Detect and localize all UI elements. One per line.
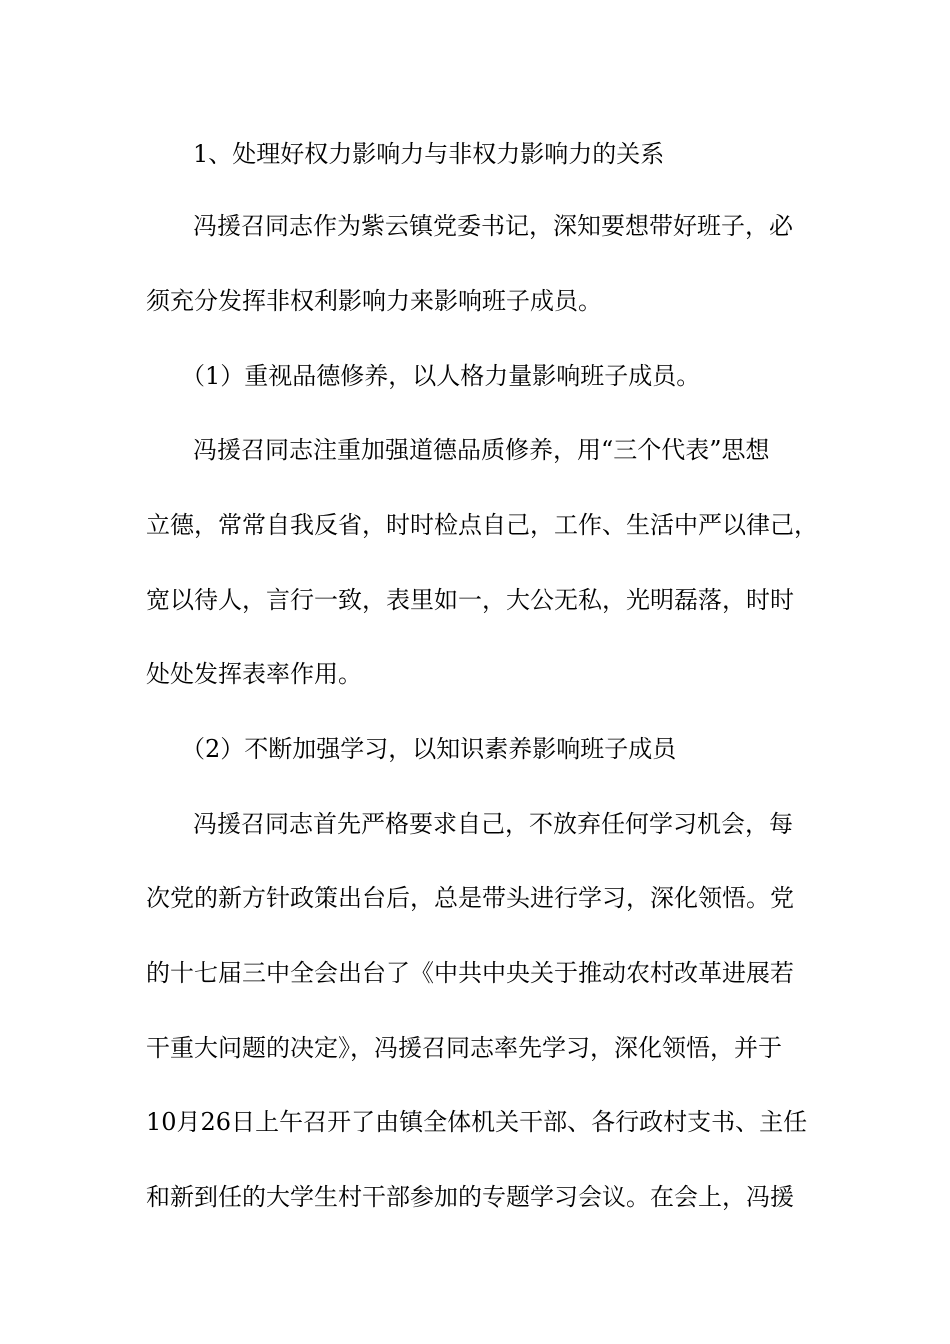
text-line: 冯援召同志注重加强道德品质修养，用“三个代表”思想 [193,436,770,464]
paragraph-2-line-3 [0,580,950,620]
text-line: （2）不断加强学习，以知识素养影响班子成员 [181,735,677,763]
text-line: 冯援召同志作为紫云镇党委书记，深知要想带好班子，必 [193,212,793,240]
text-line: （1）重视品德修养，以人格力量影响班子成员。 [181,362,701,390]
paragraph-3-line-2 [0,878,950,918]
subheading-2 [0,729,950,769]
subheading-1 [0,356,950,396]
text-line: 的十七届三中全会出台了《中共中央关于推动农村改革进展若 [146,959,794,987]
text-line: 1、处理好权力影响力与非权力影响力的关系 [193,140,665,168]
paragraph-1-line-1 [0,206,950,246]
paragraph-2-line-2 [0,505,950,545]
paragraph-3-line-1 [0,804,950,844]
section-heading-1 [0,134,950,174]
text-line: 次党的新方针政策出台后，总是带头进行学习，深化领悟。党 [146,884,794,912]
text-line: 干重大问题的决定》，冯援召同志率先学习，深化领悟，并于 [146,1034,782,1062]
paragraph-2-line-1 [0,430,950,470]
text-line: 须充分发挥非权利影响力来影响班子成员。 [146,287,602,315]
paragraph-3-line-6 [0,1177,950,1217]
text-line: 宽以待人，言行一致，表里如一，大公无私，光明磊落，时时 [146,586,794,614]
paragraph-3-line-4 [0,1028,950,1068]
paragraph-2-line-4 [0,654,950,694]
text-line: 10月26日上午召开了由镇全体机关干部、各行政村支书、主任 [146,1108,808,1136]
paragraph-1-line-2 [0,281,950,321]
text-line: 冯援召同志首先严格要求自己，不放弃任何学习机会，每 [193,810,793,838]
text-line: 处处发挥表率作用。 [146,660,362,688]
text-line: 和新到任的大学生村干部参加的专题学习会议。在会上，冯援 [146,1183,794,1211]
text-line: 立德，常常自我反省，时时检点自己，工作、生活中严以律己， [146,511,818,539]
paragraph-3-line-3 [0,953,950,993]
paragraph-3-line-5 [0,1102,950,1142]
